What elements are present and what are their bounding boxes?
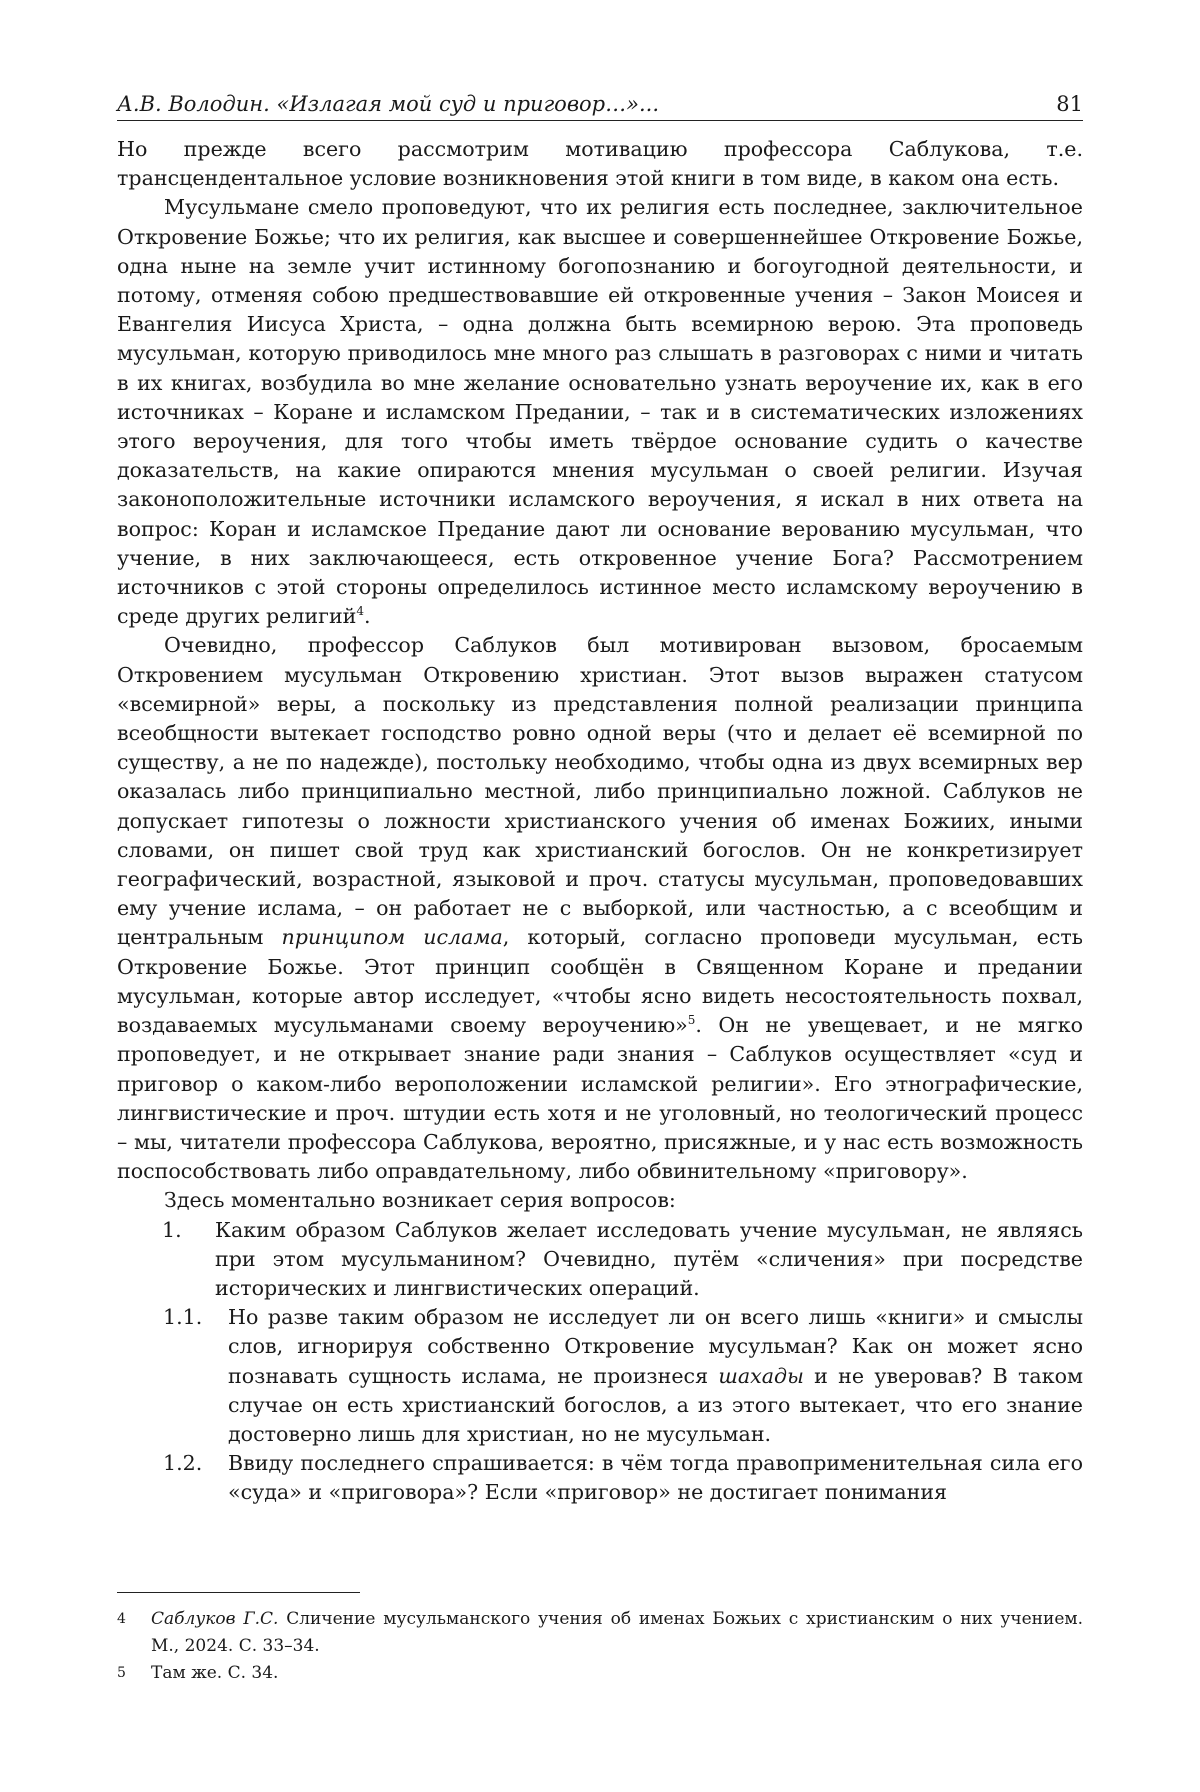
list-number: 1.1. bbox=[163, 1305, 203, 1330]
running-header bbox=[117, 86, 1083, 121]
paragraph-3-part-c: . Он не увещевает, и не мягко проповедует, и не открывает знание ради знания – Саблуков осуществляет «суд и приговор о каком-либо вероположении исламской религии». Его этнографические, лингвистические и проч. штудии есть хотя и не уголовный, но теологический процесс – мы, читатели профессора Саблукова, вероятно, присяжные, и у нас есть возможность поспособствовать либо оправдательному, либо обвинительному «приговору». bbox=[117, 1013, 1083, 1184]
main-text bbox=[117, 135, 1083, 1508]
footnote-mark: 5 bbox=[117, 1665, 126, 1681]
footnote-5 bbox=[117, 1660, 1083, 1687]
page bbox=[117, 86, 1083, 1508]
footnote-ref-5[interactable]: 5 bbox=[687, 1013, 696, 1028]
list-number: 1. bbox=[162, 1217, 182, 1242]
paragraph-3 bbox=[117, 631, 1083, 1186]
list-item-text-a: Но разве таким образом не исследует ли он всего лишь «книги» и смыслы слов, игнорируя собственно Откровение мусульман? Как он может ясно познавать сущность ислама, не произнеся bbox=[228, 1305, 1083, 1388]
quote-end: . bbox=[364, 604, 371, 629]
footnote-separator bbox=[117, 1592, 360, 1593]
footnote-ref-4[interactable]: 4 bbox=[356, 604, 365, 619]
running-title: А.В. Володин. «Излагая мой суд и приговор…»... bbox=[117, 92, 660, 116]
list-item-text: Ввиду последнего спрашивается: в чём тогда правоприменительная сила его «суда» и «приговора»? Если «приговор» не достигает понимания bbox=[228, 1451, 1083, 1505]
footnote-mark: 4 bbox=[117, 1611, 126, 1627]
list-item-text: Каким образом Саблуков желает исследовать учение мусульман, не являясь при этом мусульманином? Очевидно, путём «сличения» при посредстве исторических и лингвистических операций. bbox=[215, 1217, 1083, 1300]
list-item-1 bbox=[117, 1216, 1083, 1304]
quote-text: Мусульмане смело проповедуют, что их религия есть последнее, заключительное Откровение Божье; что их религия, как высшее и совершеннейшее Откровение Божье, одна ныне на земле учит истинному богопознанию и богоугодной деятельности, и потому, отменяя собою предшествовавшие ей откровенные учения – Закон Моисея и Евангелия Иисуса Христа, – одна должна быть всемирною верою. Эта проповедь мусульман, которую приводилось мне много раз слышать в разговорах с ними и читать в их книгах, возбудила во мне желание основательно узнать вероучение их, как в его источниках – Коране и исламском Предании, – так и в систематических изложениях этого вероучения, для того чтобы иметь твёрдое основание судить о качестве доказательств, на какие опираются мнения мусульман о своей религии. Изучая законоположительные источники исламского вероучения, я искал в них ответа на вопрос: Коран и исламское Предание дают ли основание верованию мусульман, что учение, в них заключающееся, есть откровенное учение Бога? Рассмотрением источников с этой стороны определилось истинное место исламскому вероучению в среде других религий bbox=[117, 195, 1083, 629]
list-number: 1.2. bbox=[163, 1451, 203, 1476]
footnotes bbox=[117, 1606, 1083, 1687]
paragraph-2-quote bbox=[117, 193, 1083, 631]
footnote-text: Сличение мусульманского учения об именах Божьих с христианским о них учением. М., 2024. С. 33–34. bbox=[151, 1609, 1084, 1656]
list-item-1-2 bbox=[117, 1449, 1083, 1507]
page-number: 81 bbox=[1056, 92, 1083, 116]
emphasis-principle: принципом ислама bbox=[281, 925, 503, 950]
list-item-text-b: и не уверовав? В таком случае он есть христианский богослов, а из этого вытекает, что его знание достоверно лишь для христиан, но не мусульман. bbox=[228, 1363, 1083, 1446]
footnote-4 bbox=[117, 1606, 1083, 1660]
list-item-1-1 bbox=[117, 1303, 1083, 1449]
paragraph-3-part-a: Очевидно, профессор Саблуков был мотивирован вызовом, бросаемым Откровением мусульман Откровению христиан. Этот вызов выражен статусом «всемирной» веры, а поскольку из представления полной реализации принципа всеобщности вытекает господство ровно одной веры (что и делает её всемирной по существу, а не по надежде), постольку необходимо, чтобы одна из двух всемирных вер оказалась либо принципиально местной, либо принципиально ложной. Саблуков не допускает гипотезы о ложности христианского учения об именах Божиих, иными словами, он пишет свой труд как христианский богослов. Он не конкретизирует географический, возрастной, языковой и проч. статусы мусульман, проповедовавших ему учение ислама, – он работает не с выборкой, или частностью, а с всеобщим и центральным bbox=[117, 633, 1083, 950]
footnote-author: Саблуков Г.С. bbox=[151, 1609, 279, 1629]
paragraph-3-part-b: , который, согласно проповеди мусульман, есть Откровение Божье. Этот принцип сообщён в Священном Коране и предании мусульман, которые автор исследует, «чтобы ясно видеть несостоятельность похвал, воздаваемых мусульманами своему вероучению» bbox=[117, 925, 1083, 1038]
footnote-text: Там же. С. 34. bbox=[151, 1663, 279, 1683]
paragraph-1: Но прежде всего рассмотрим мотивацию профессора Саблукова, т.е. трансцендентальное условие возникновения этой книги в том виде, в каком она есть. bbox=[117, 137, 1083, 191]
paragraph-4: Здесь моментально возникает серия вопросов: bbox=[164, 1188, 676, 1213]
emphasis-shahada: шахады bbox=[718, 1363, 804, 1388]
